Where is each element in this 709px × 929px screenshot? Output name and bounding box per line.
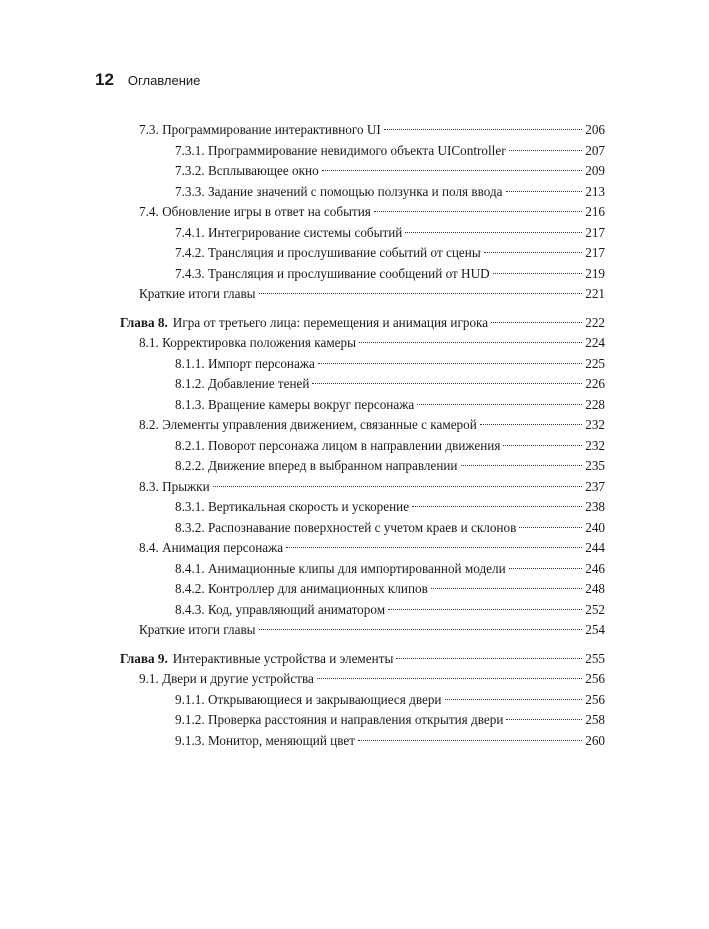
- toc-entry-title: [120, 374, 309, 395]
- toc-entry-title: [120, 620, 256, 641]
- toc-page-number: 258: [585, 712, 605, 727]
- toc-entry-title: [120, 264, 490, 285]
- dot-leader: [388, 609, 582, 610]
- dot-leader: [374, 211, 582, 212]
- toc-entry-text: 7.4.3. Трансляция и прослушивание сообщений от HUD: [175, 265, 490, 281]
- dot-leader: [506, 719, 582, 720]
- toc-entry-text: 8.3.2. Распознавание поверхностей с учетом краев и склонов: [175, 519, 517, 535]
- toc-page-number: 222: [585, 314, 605, 330]
- dot-leader: [484, 252, 583, 253]
- toc-entry-text: 8.4.3. Код, управляющий аниматором: [175, 601, 386, 617]
- toc-page-number: 237: [585, 478, 605, 494]
- toc-subsection-entry: [120, 395, 605, 416]
- toc-page-number: 240: [585, 519, 605, 535]
- dot-leader: [405, 232, 582, 233]
- toc-entry-text: Краткие итоги главы: [139, 622, 256, 637]
- toc-page-number: 219: [585, 265, 605, 281]
- dot-leader: [359, 342, 582, 343]
- toc-entry-text: 9.1.2. Проверка расстояния и направления открытия двери: [175, 712, 504, 727]
- dot-leader: [259, 629, 583, 630]
- toc-section-entry: [120, 669, 605, 690]
- toc-section-entry: [120, 284, 605, 305]
- toc-entry-title: [120, 538, 283, 559]
- toc-page-number: 252: [585, 601, 605, 617]
- toc-entry-title: [120, 497, 409, 518]
- toc-subsection-entry: [120, 161, 605, 182]
- toc-entry-text: Игра от третьего лица: перемещения и анимация игрока: [172, 314, 489, 330]
- toc-subsection-entry: [120, 223, 605, 244]
- toc-page-number: 207: [585, 142, 605, 158]
- toc-entry-text: 8.4.1. Анимационные клипы для импортированной модели: [175, 560, 506, 576]
- toc-entry-title: [120, 223, 402, 244]
- toc-subsection-entry: [120, 243, 605, 264]
- toc-page-number: 254: [585, 622, 605, 637]
- page-header: [95, 70, 200, 90]
- toc-chapter-entry: [120, 649, 605, 670]
- toc-section-entry: [120, 620, 605, 641]
- dot-leader: [503, 445, 582, 446]
- toc-entry-title: [120, 120, 381, 141]
- toc-subsection-entry: [120, 600, 605, 621]
- toc-entry-text: 7.4.2. Трансляция и прослушивание событий от сцены: [175, 245, 481, 260]
- dot-leader: [286, 547, 582, 548]
- toc-entry-title: [120, 141, 506, 162]
- dot-leader: [519, 527, 582, 528]
- toc-page-number: 206: [585, 122, 605, 137]
- toc-entry-text: 8.4. Анимация персонажа: [139, 540, 284, 555]
- dot-leader: [396, 658, 582, 659]
- toc-page-number: 217: [585, 224, 605, 240]
- toc-section-entry: [120, 415, 605, 436]
- toc-page-number: 221: [585, 286, 605, 301]
- chapter-label: Глава 8.: [120, 314, 168, 330]
- toc-entry-text: 8.2. Элементы управления движением, связанные с камерой: [139, 417, 477, 432]
- toc-section-entry: [120, 120, 605, 141]
- toc-entry-title: [120, 415, 477, 436]
- toc-subsection-entry: [120, 374, 605, 395]
- toc-entry-title: [120, 333, 356, 354]
- toc-entry-title: [120, 243, 481, 264]
- toc-entry-text: 8.3. Прыжки: [139, 478, 210, 494]
- toc-entry-title: [120, 436, 500, 457]
- toc-entry-title: [120, 669, 314, 690]
- toc-page-number: 209: [585, 163, 605, 178]
- toc-entry-title: [120, 456, 458, 477]
- toc-page-number: 248: [585, 581, 605, 596]
- table-of-contents: [120, 120, 605, 751]
- toc-page-number: 256: [585, 671, 605, 686]
- toc-entry-title: [120, 202, 371, 223]
- toc-subsection-entry: [120, 141, 605, 162]
- toc-page-number: 216: [585, 204, 605, 219]
- toc-entry-text: 7.3.1. Программирование невидимого объекта UIController: [175, 142, 506, 158]
- toc-page-number: 235: [585, 458, 605, 473]
- toc-entry-text: 8.2.2. Движение вперед в выбранном направлении: [175, 458, 458, 473]
- dot-leader: [506, 191, 583, 192]
- toc-page-number: 255: [585, 650, 605, 666]
- dot-leader: [480, 424, 582, 425]
- toc-entry-text: 8.1.2. Добавление теней: [175, 376, 310, 391]
- dot-leader: [213, 486, 583, 487]
- toc-entry-title: [120, 559, 506, 580]
- running-title: Оглавление: [127, 73, 201, 88]
- toc-page-number: 228: [585, 396, 605, 412]
- toc-entry-text: 7.4. Обновление игры в ответ на события: [139, 204, 371, 219]
- toc-subsection-entry: [120, 436, 605, 457]
- dot-leader: [509, 568, 583, 569]
- dot-leader: [417, 404, 582, 405]
- toc-subsection-entry: [120, 497, 605, 518]
- toc-subsection-entry: [120, 456, 605, 477]
- toc-entry-text: 8.1.1. Импорт персонажа: [175, 355, 315, 371]
- dot-leader: [358, 740, 582, 741]
- toc-section-entry: [120, 477, 605, 498]
- dot-leader: [461, 465, 583, 466]
- toc-page-number: 260: [585, 732, 605, 748]
- chapter-label: Глава 9.: [120, 650, 168, 666]
- toc-entry-title: [120, 710, 503, 731]
- toc-page-number: 217: [585, 245, 605, 260]
- toc-subsection-entry: [120, 579, 605, 600]
- dot-leader: [412, 506, 582, 507]
- toc-chapter-entry: [120, 313, 605, 334]
- dot-leader: [322, 170, 583, 171]
- toc-subsection-entry: [120, 354, 605, 375]
- toc-entry-text: Краткие итоги главы: [139, 286, 256, 301]
- toc-entry-text: 7.4.1. Интегрирование системы событий: [175, 224, 403, 240]
- toc-entry-title: [120, 161, 319, 182]
- toc-entry-text: Интерактивные устройства и элементы: [172, 650, 394, 666]
- dot-leader: [509, 150, 583, 151]
- toc-entry-title: [120, 690, 442, 711]
- toc-subsection-entry: [120, 710, 605, 731]
- toc-section-entry: [120, 202, 605, 223]
- toc-entry-title: [120, 649, 393, 670]
- toc-entry-text: 8.1. Корректировка положения камеры: [139, 335, 356, 350]
- toc-entry-text: 9.1. Двери и другие устройства: [139, 671, 314, 686]
- toc-page-number: 232: [585, 437, 605, 453]
- toc-entry-title: [120, 395, 414, 416]
- toc-entry-text: 8.2.1. Поворот персонажа лицом в направлении движения: [175, 437, 501, 453]
- toc-entry-title: [120, 354, 315, 375]
- toc-page-number: 225: [585, 355, 605, 371]
- toc-entry-title: [120, 182, 503, 203]
- toc-entry-title: [120, 477, 210, 498]
- toc-page-number: 232: [585, 417, 605, 432]
- dot-leader: [312, 383, 582, 384]
- toc-entry-text: 8.4.2. Контроллер для анимационных клипов: [175, 581, 428, 596]
- toc-entry-title: [120, 600, 385, 621]
- dot-leader: [318, 363, 582, 364]
- toc-entry-title: [120, 518, 516, 539]
- toc-page-number: 238: [585, 499, 605, 514]
- toc-page-number: 244: [585, 540, 605, 555]
- toc-page-number: 224: [585, 335, 605, 350]
- dot-leader: [445, 699, 583, 700]
- dot-leader: [317, 678, 582, 679]
- toc-entry-text: 9.1.1. Открывающиеся и закрывающиеся двери: [175, 691, 442, 707]
- toc-entry-title: [120, 731, 355, 752]
- toc-subsection-entry: [120, 182, 605, 203]
- dot-leader: [259, 293, 583, 294]
- dot-leader: [491, 322, 582, 323]
- toc-entry-text: 7.3.2. Всплывающее окно: [175, 163, 319, 178]
- dot-leader: [384, 129, 582, 130]
- dot-leader: [431, 588, 582, 589]
- toc-page-number: 226: [585, 376, 605, 391]
- toc-subsection-entry: [120, 690, 605, 711]
- toc-page-number: 213: [585, 183, 605, 199]
- toc-section-entry: [120, 538, 605, 559]
- toc-entry-text: 8.3.1. Вертикальная скорость и ускорение: [175, 499, 410, 514]
- toc-entry-text: 8.1.3. Вращение камеры вокруг персонажа: [175, 396, 415, 412]
- toc-section-entry: [120, 333, 605, 354]
- toc-page-number: 246: [585, 560, 605, 576]
- toc-entry-text: 7.3. Программирование интерактивного UI: [139, 122, 381, 137]
- toc-entry-text: 7.3.3. Задание значений с помощью ползунка и поля ввода: [175, 183, 503, 199]
- toc-entry-title: [120, 579, 428, 600]
- toc-subsection-entry: [120, 559, 605, 580]
- page-number: 12: [95, 70, 114, 89]
- toc-subsection-entry: [120, 731, 605, 752]
- toc-entry-title: [120, 284, 256, 305]
- toc-page-number: 256: [585, 691, 605, 707]
- toc-entry-text: 9.1.3. Монитор, меняющий цвет: [175, 732, 356, 748]
- toc-subsection-entry: [120, 264, 605, 285]
- toc-entry-title: [120, 313, 488, 334]
- toc-subsection-entry: [120, 518, 605, 539]
- dot-leader: [493, 273, 583, 274]
